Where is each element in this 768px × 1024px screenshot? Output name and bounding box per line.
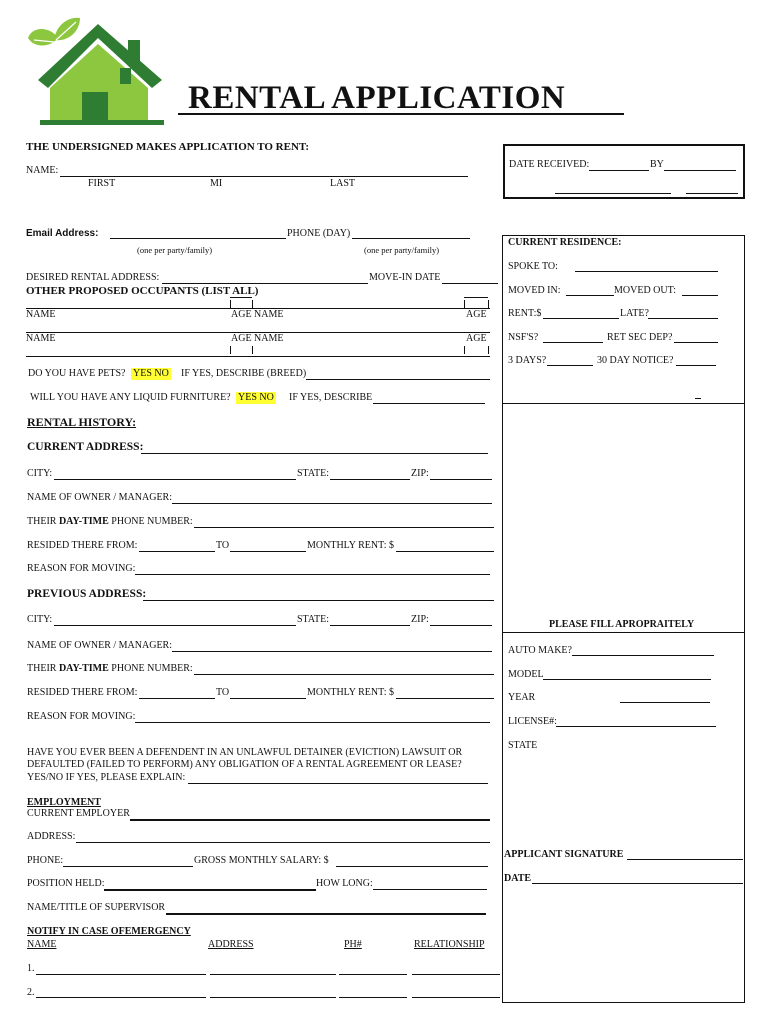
current-city-label: CITY: <box>27 468 53 479</box>
year-label: YEAR <box>508 692 536 703</box>
office-field-a[interactable] <box>555 193 671 194</box>
previous-city-field[interactable] <box>54 625 296 626</box>
divider <box>230 300 231 308</box>
phone-day-label: PHONE (DAY) <box>287 228 351 239</box>
last-label: LAST <box>330 178 355 189</box>
current-reason-label: REASON FOR MOVING: <box>27 563 136 574</box>
eviction-line-1: HAVE YOU EVER BEEN A DEFENDENT IN AN UNLAWFUL DETAINER (EVICTION) LAWSUIT OR <box>27 747 463 758</box>
occupant-name-label: NAME <box>26 309 56 320</box>
employer-label: CURRENT EMPLOYER <box>27 808 130 819</box>
emergency-1-name-field[interactable] <box>36 974 206 975</box>
thirty-day-notice-field[interactable] <box>676 365 716 366</box>
emergency-col-name: NAME <box>27 939 57 950</box>
pets-describe-label: IF YES, DESCRIBE (BREED) <box>181 368 307 379</box>
name-label: NAME: <box>26 165 59 176</box>
current-rent-field[interactable] <box>396 551 494 552</box>
occupant-age-label: AGE <box>466 309 487 320</box>
moved-out-field[interactable] <box>682 295 718 296</box>
previous-from-field[interactable] <box>139 698 215 699</box>
previous-to-label: TO <box>216 687 230 698</box>
signature-label: APPLICANT SIGNATURE <box>504 849 624 860</box>
emergency-col-phone: PH# <box>344 939 362 950</box>
emergency-1-phone-field[interactable] <box>339 974 407 975</box>
title-underline <box>178 113 624 115</box>
position-field[interactable] <box>104 889 316 891</box>
pets-describe-field[interactable] <box>306 379 490 380</box>
position-label: POSITION HELD: <box>27 878 105 889</box>
signature-date-label: DATE <box>504 873 532 884</box>
sidebar-state-label: STATE <box>508 740 538 751</box>
previous-zip-field[interactable] <box>430 625 492 626</box>
previous-rent-label: MONTHLY RENT: $ <box>307 687 395 698</box>
current-phone-field[interactable] <box>194 527 494 528</box>
emergency-1-relationship-field[interactable] <box>412 974 500 975</box>
current-rent-label: MONTHLY RENT: $ <box>307 540 395 551</box>
by-field[interactable] <box>664 170 736 171</box>
signature-field[interactable] <box>627 859 743 860</box>
three-days-field[interactable] <box>547 365 593 366</box>
current-owner-label: NAME OF OWNER / MANAGER: <box>27 492 172 503</box>
previous-address-heading: PREVIOUS ADDRESS: <box>27 588 147 600</box>
nsf-label: NSF'S? <box>508 332 539 343</box>
previous-address-field[interactable] <box>143 600 494 601</box>
phone-day-field[interactable] <box>352 238 470 239</box>
auto-make-field[interactable] <box>572 655 714 656</box>
divider <box>230 346 231 354</box>
email-field[interactable] <box>110 238 286 239</box>
current-address-field[interactable] <box>141 453 488 454</box>
supervisor-field[interactable] <box>166 913 486 915</box>
previous-zip-label: ZIP: <box>411 614 429 625</box>
mi-label: MI <box>210 178 223 189</box>
three-days-label: 3 DAYS? <box>508 355 547 366</box>
occupant-age-name-label: AGE NAME <box>231 333 284 344</box>
sidebar-divider-2 <box>502 632 745 633</box>
previous-reason-label: REASON FOR MOVING: <box>27 711 136 722</box>
model-field[interactable] <box>543 679 711 680</box>
divider <box>464 300 465 308</box>
divider <box>488 300 489 308</box>
previous-rent-field[interactable] <box>396 698 494 699</box>
current-owner-field[interactable] <box>172 503 492 504</box>
previous-owner-label: NAME OF OWNER / MANAGER: <box>27 640 172 651</box>
current-phone-label: THEIR DAY-TIME PHONE NUMBER: <box>27 516 193 527</box>
current-residence-heading: CURRENT RESIDENCE: <box>508 237 622 248</box>
ret-sec-dep-field[interactable] <box>674 342 718 343</box>
current-from-field[interactable] <box>139 551 215 552</box>
previous-state-field[interactable] <box>330 625 410 626</box>
occupants-tick <box>230 297 252 298</box>
employment-address-field[interactable] <box>76 842 490 843</box>
current-zip-label: ZIP: <box>411 468 429 479</box>
emergency-row-1-number: 1. <box>27 963 35 974</box>
please-fill-heading: PLEASE FILL APROPRAITELY <box>549 619 695 630</box>
by-label: BY <box>650 159 664 170</box>
employment-phone-field[interactable] <box>63 866 193 867</box>
previous-city-label: CITY: <box>27 614 53 625</box>
date-received-field[interactable] <box>589 170 649 171</box>
current-zip-field[interactable] <box>430 479 492 480</box>
occupant-age-name-label: AGE NAME <box>231 309 284 320</box>
intro-text: THE UNDERSIGNED MAKES APPLICATION TO RENT: <box>26 141 310 153</box>
occupant-row-3-line[interactable] <box>26 356 490 357</box>
previous-phone-field[interactable] <box>194 674 494 675</box>
late-label: LATE? <box>620 308 649 319</box>
email-note: (one per party/family) <box>137 245 213 255</box>
occupant-age-label: AGE <box>466 333 487 344</box>
desired-address-field[interactable] <box>162 283 368 284</box>
employment-address-label: ADDRESS: <box>27 831 76 842</box>
furniture-describe-field[interactable] <box>373 403 485 404</box>
spoke-to-label: SPOKE TO: <box>508 261 558 272</box>
ret-sec-dep-label: RET SEC DEP? <box>607 332 673 343</box>
emergency-col-address: ADDRESS <box>208 939 254 950</box>
previous-phone-label: THEIR DAY-TIME PHONE NUMBER: <box>27 663 193 674</box>
office-use-box <box>503 144 745 199</box>
previous-to-field[interactable] <box>230 698 306 699</box>
employer-field[interactable] <box>130 819 490 821</box>
divider <box>252 300 253 308</box>
previous-state-label: STATE: <box>297 614 329 625</box>
current-reason-field[interactable] <box>135 574 490 575</box>
eviction-line-3: YES/NO IF YES, PLEASE EXPLAIN: <box>27 772 186 783</box>
current-address-heading: CURRENT ADDRESS: <box>27 441 144 453</box>
current-state-label: STATE: <box>297 468 329 479</box>
employment-heading: EMPLOYMENT <box>27 797 101 808</box>
salary-field[interactable] <box>336 866 488 867</box>
current-to-label: TO <box>216 540 230 551</box>
eviction-line-2: DEFAULTED (FAILED TO PERFORM) ANY OBLIGATION OF A RENTAL AGREEMENT OR LEASE? <box>27 759 462 770</box>
how-long-label: HOW LONG: <box>316 878 373 889</box>
emergency-row-2-number: 2. <box>27 987 35 998</box>
moved-out-label: MOVED OUT: <box>614 285 676 296</box>
furniture-yes-no[interactable]: YES NO <box>238 392 274 403</box>
thirty-day-notice-label: 30 DAY NOTICE? <box>597 355 674 366</box>
emergency-2-phone-field[interactable] <box>339 997 407 998</box>
emergency-1-address-field[interactable] <box>210 974 336 975</box>
emergency-2-relationship-field[interactable] <box>412 997 500 998</box>
furniture-question: WILL YOU HAVE ANY LIQUID FURNITURE? <box>30 392 231 403</box>
nsf-field[interactable] <box>543 342 603 343</box>
previous-owner-field[interactable] <box>172 651 492 652</box>
emergency-2-address-field[interactable] <box>210 997 336 998</box>
auto-make-label: AUTO MAKE? <box>508 645 572 656</box>
salary-label: GROSS MONTHLY SALARY: $ <box>194 855 329 866</box>
signature-date-field[interactable] <box>532 883 743 884</box>
divider <box>488 346 489 354</box>
move-in-label: MOVE-IN DATE <box>369 272 441 283</box>
name-field[interactable] <box>60 176 468 177</box>
how-long-field[interactable] <box>373 889 487 890</box>
house-leaf-logo <box>24 14 166 126</box>
date-received-label: DATE RECEIVED: <box>509 159 590 170</box>
previous-reason-field[interactable] <box>135 722 490 723</box>
employment-phone-label: PHONE: <box>27 855 64 866</box>
license-field[interactable] <box>556 726 716 727</box>
email-label: Email Address: <box>26 228 99 239</box>
eviction-explain-field[interactable] <box>188 783 488 784</box>
moved-in-field[interactable] <box>566 295 614 296</box>
emergency-col-relationship: RELATIONSHIP <box>414 939 485 950</box>
first-label: FIRST <box>88 178 116 189</box>
pets-question: DO YOU HAVE PETS? <box>28 368 126 379</box>
sidebar-rent-label: RENT:$ <box>508 308 542 319</box>
moved-in-label: MOVED IN: <box>508 285 561 296</box>
current-state-field[interactable] <box>330 479 410 480</box>
rental-history-heading: RENTAL HISTORY: <box>27 415 137 429</box>
year-field[interactable] <box>620 702 710 703</box>
divider <box>464 346 465 354</box>
desired-address-label: DESIRED RENTAL ADDRESS: <box>26 272 160 283</box>
occupants-tick <box>464 297 488 298</box>
office-field-b[interactable] <box>686 193 738 194</box>
furniture-describe-label: IF YES, DESCRIBE <box>289 392 373 403</box>
occupant-name-label: NAME <box>26 333 56 344</box>
pets-yes-no[interactable]: YES NO <box>133 368 169 379</box>
move-in-field[interactable] <box>442 283 498 284</box>
model-label: MODEL <box>508 669 544 680</box>
license-label: LICENSE#: <box>508 716 557 727</box>
phone-note: (one per party/family) <box>364 245 440 255</box>
sidebar-rent-field[interactable] <box>543 318 619 319</box>
spoke-to-field[interactable] <box>575 271 718 272</box>
divider <box>252 346 253 354</box>
late-field[interactable] <box>648 318 718 319</box>
occupants-heading: OTHER PROPOSED OCCUPANTS (LIST ALL) <box>26 285 259 297</box>
previous-resided-label: RESIDED THERE FROM: <box>27 687 138 698</box>
supervisor-label: NAME/TITLE OF SUPERVISOR <box>27 902 166 913</box>
emergency-heading: NOTIFY IN CASE OFEMERGENCY <box>27 926 191 937</box>
current-resided-label: RESIDED THERE FROM: <box>27 540 138 551</box>
page-title: RENTAL APPLICATION <box>188 80 566 116</box>
emergency-2-name-field[interactable] <box>36 997 206 998</box>
current-city-field[interactable] <box>54 479 296 480</box>
sidebar-divider-1 <box>502 403 745 404</box>
current-to-field[interactable] <box>230 551 306 552</box>
sidebar-tick <box>695 398 701 399</box>
